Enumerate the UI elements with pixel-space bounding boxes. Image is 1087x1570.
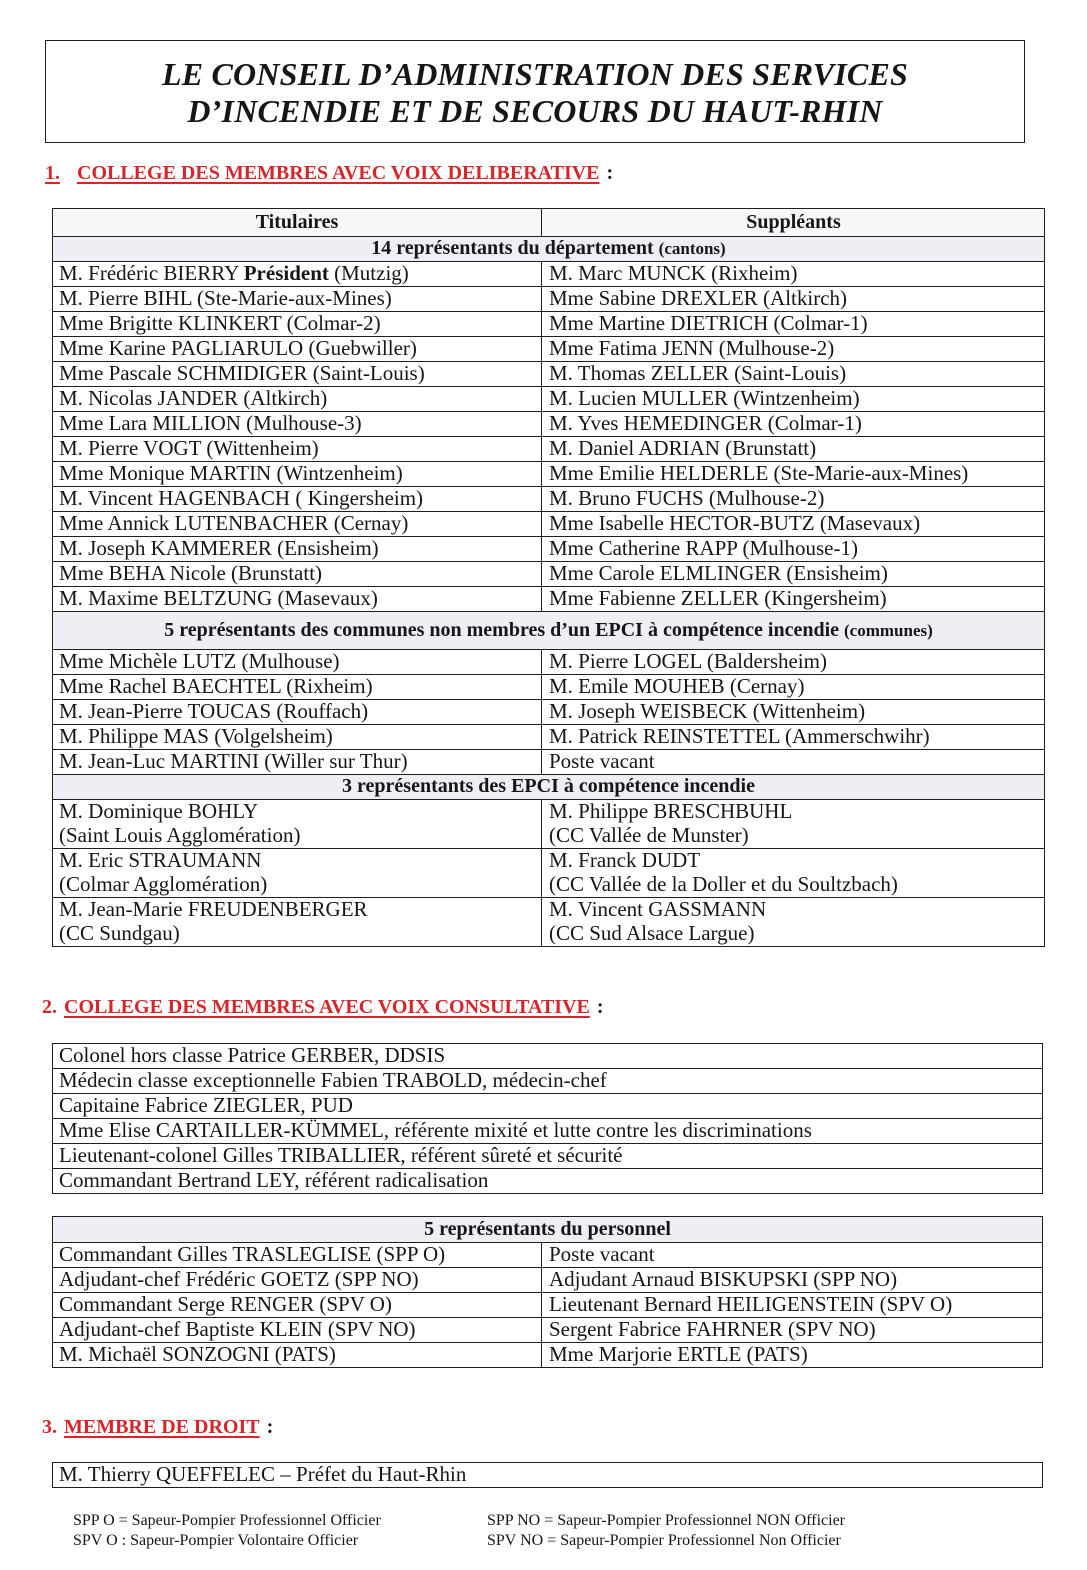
table-row [53, 437, 1044, 462]
titulaire-cell: M. Jean-Pierre TOUCAS (Rouffach) [53, 700, 542, 724]
group-title-text: 3 représentants des EPCI à compétence incendie [342, 775, 755, 797]
table-row [53, 312, 1044, 337]
titulaire-cell: Adjudant-chef Frédéric GOETZ (SPP NO) [53, 1268, 542, 1292]
titulaire-cell: Mme Brigitte KLINKERT (Colmar-2) [53, 312, 542, 336]
section-2-number: 2. [42, 996, 57, 1018]
personnel-title-row [53, 1217, 1042, 1243]
member-name: M. Franck DUDT [549, 849, 701, 872]
column-header-titulaires: Titulaires [53, 209, 542, 236]
suppleant-cell: Mme Martine DIETRICH (Colmar-1) [549, 312, 868, 335]
section-1-title: COLLEGE DES MEMBRES AVEC VOIX DELIBERATIVE [77, 162, 600, 184]
titulaire-cell [53, 849, 542, 897]
member-affiliation: (Colmar Agglomération) [59, 871, 268, 896]
table-row [53, 537, 1044, 562]
member-cell: Mme Elise CARTAILLER-KÜMMEL, référente mixité et lutte contre les discriminations [59, 1119, 812, 1142]
suppleant-cell: M. Pierre LOGEL (Baldersheim) [549, 650, 827, 673]
ex-officio-member-table [52, 1462, 1043, 1488]
suppleant-cell: M. Bruno FUCHS (Mulhouse-2) [549, 487, 825, 510]
legend-spv-o: SPV O : Sapeur-Pompier Volontaire Officier [73, 1532, 359, 1549]
table-row [53, 700, 1044, 725]
section-1-colon: : [606, 162, 614, 184]
member-name: M. Vincent GASSMANN [549, 898, 767, 921]
personnel-representatives-table [52, 1216, 1043, 1368]
member-cell: Capitaine Fabrice ZIEGLER, PUD [59, 1094, 353, 1117]
member-cell: Colonel hors classe Patrice GERBER, DDSIS [59, 1044, 446, 1067]
legend-spv-no: SPV NO = Sapeur-Pompier Professionnel Non Officier [487, 1532, 841, 1549]
suppleant-cell: Poste vacant [549, 750, 655, 773]
table-row [53, 849, 1044, 898]
table-row [53, 1318, 1042, 1343]
suppleant-cell: M. Patrick REINSTETTEL (Ammerschwihr) [549, 725, 930, 748]
suppleant-cell: Mme Sabine DREXLER (Altkirch) [549, 287, 848, 310]
suppleant-cell: M. Thomas ZELLER (Saint-Louis) [549, 362, 847, 385]
titulaire-cell: M. Nicolas JANDER (Altkirch) [53, 387, 542, 411]
suppleant-cell [542, 849, 1044, 897]
group-title-text: 5 représentants des communes non membres d’un EPCI à compétence incendie [164, 619, 840, 641]
column-header-suppleants: Suppléants [746, 211, 841, 233]
suppleant-cell: Sergent Fabrice FAHRNER (SPV NO) [549, 1318, 876, 1341]
titulaire-cell: Mme Karine PAGLIARULO (Guebwiller) [53, 337, 542, 361]
titulaire-cell: Commandant Gilles TRASLEGLISE (SPP O) [53, 1243, 542, 1267]
group-title [53, 775, 1044, 799]
suppleant-cell: Mme Catherine RAPP (Mulhouse-1) [549, 537, 858, 560]
member-name: M. Frédéric BIERRY [59, 262, 239, 285]
suppleant-cell: Mme Marjorie ERTLE (PATS) [549, 1343, 808, 1366]
suppleant-cell: Mme Fatima JENN (Mulhouse-2) [549, 337, 835, 360]
ex-officio-member-cell: M. Thierry QUEFFELEC – Préfet du Haut-Rhin [59, 1463, 467, 1486]
section-1-number: 1. [45, 162, 60, 184]
table-row [53, 287, 1044, 312]
suppleant-cell: M. Yves HEMEDINGER (Colmar-1) [549, 412, 862, 435]
consultative-member-row [53, 1044, 1042, 1069]
deliberative-members-table [52, 208, 1045, 947]
suppleant-cell: Mme Carole ELMLINGER (Ensisheim) [549, 562, 888, 585]
table-row [53, 387, 1044, 412]
section-2-title: COLLEGE DES MEMBRES AVEC VOIX CONSULTATIVE [64, 996, 590, 1018]
titulaire-cell: Commandant Serge RENGER (SPV O) [53, 1293, 542, 1317]
group-title-row-2 [53, 612, 1044, 650]
member-role: Président [243, 262, 329, 285]
table-row [53, 512, 1044, 537]
table-row [53, 1268, 1042, 1293]
titulaire-cell: M. Pierre VOGT (Wittenheim) [53, 437, 542, 461]
titulaire-cell: M. Pierre BIHL (Ste-Marie-aux-Mines) [53, 287, 542, 311]
document-title-line-1: LE CONSEIL D’ADMINISTRATION DES SERVICES [161, 56, 908, 92]
suppleant-cell: Adjudant Arnaud BISKUPSKI (SPP NO) [549, 1268, 898, 1291]
suppleant-cell: Lieutenant Bernard HEILIGENSTEIN (SPV O) [549, 1293, 953, 1316]
personnel-title: 5 représentants du personnel [424, 1218, 671, 1240]
member-canton: (Mutzig) [334, 262, 409, 285]
titulaire-cell: Mme Monique MARTIN (Wintzenheim) [53, 462, 542, 486]
titulaire-cell: M. Philippe MAS (Volgelsheim) [53, 725, 542, 749]
section-3-number: 3. [42, 1416, 57, 1438]
member-cell: Médecin classe exceptionnelle Fabien TRABOLD, médecin-chef [59, 1069, 607, 1092]
consultative-member-row [53, 1094, 1042, 1119]
table-row [53, 1343, 1042, 1368]
member-name: M. Jean-Marie FREUDENBERGER [59, 898, 368, 921]
table-row [53, 362, 1044, 387]
suppleant-cell: Mme Emilie HELDERLE (Ste-Marie-aux-Mines) [549, 462, 969, 485]
section-3-title: MEMBRE DE DROIT [64, 1416, 260, 1438]
table-row [53, 750, 1044, 775]
section-3-colon: : [266, 1416, 274, 1438]
section-2-colon: : [596, 996, 604, 1018]
member-affiliation: (CC Sundgau) [59, 920, 180, 945]
titulaire-cell: Mme Annick LUTENBACHER (Cernay) [53, 512, 542, 536]
suppleant-cell [542, 898, 1044, 946]
legend-spp-o: SPP O = Sapeur-Pompier Professionnel Officier [73, 1512, 381, 1529]
suppleant-cell: M. Marc MUNCK (Rixheim) [549, 262, 798, 285]
suppleant-cell: M. Emile MOUHEB (Cernay) [549, 675, 805, 698]
suppleant-cell: Poste vacant [549, 1243, 655, 1266]
titulaire-cell: M. Jean-Luc MARTINI (Willer sur Thur) [53, 750, 542, 774]
consultative-member-row [53, 1069, 1042, 1094]
table-row [53, 675, 1044, 700]
table-row [53, 1293, 1042, 1318]
suppleant-cell: Mme Fabienne ZELLER (Kingersheim) [549, 587, 887, 610]
titulaire-cell: M. Maxime BELTZUNG (Masevaux) [53, 587, 542, 611]
member-cell: Lieutenant-colonel Gilles TRIBALLIER, référent sûreté et sécurité [59, 1144, 623, 1167]
titulaire-cell [53, 898, 542, 946]
consultative-member-row [53, 1144, 1042, 1169]
ex-officio-member-row [53, 1463, 1042, 1488]
group-title-row-1 [53, 237, 1044, 262]
section-2-heading [42, 996, 604, 1018]
suppleant-cell: Mme Isabelle HECTOR-BUTZ (Masevaux) [549, 512, 921, 535]
titulaire-cell [53, 262, 542, 286]
titulaire-cell: Mme Rachel BAECHTEL (Rixheim) [53, 675, 542, 699]
document-title-box [45, 40, 1025, 143]
suppleant-cell: M. Lucien MULLER (Wintzenheim) [549, 387, 860, 410]
suppleant-cell: M. Joseph WEISBECK (Wittenheim) [549, 700, 866, 723]
titulaire-cell: M. Joseph KAMMERER (Ensisheim) [53, 537, 542, 561]
table-row [53, 800, 1044, 849]
table-row [53, 462, 1044, 487]
document-title-line-2: D’INCENDIE ET DE SECOURS DU HAUT-RHIN [187, 93, 883, 129]
group-title-row-3 [53, 775, 1044, 800]
consultative-member-row [53, 1169, 1042, 1194]
suppleant-cell: M. Daniel ADRIAN (Brunstatt) [549, 437, 817, 460]
table-row [53, 650, 1044, 675]
group-qualifier: (communes) [844, 621, 933, 640]
group-title [53, 237, 1044, 261]
titulaire-cell: Adjudant-chef Baptiste KLEIN (SPV NO) [53, 1318, 542, 1342]
member-name: M. Dominique BOHLY [59, 800, 259, 823]
consultative-member-row [53, 1119, 1042, 1144]
consultative-members-table [52, 1043, 1043, 1194]
section-3-heading [42, 1416, 273, 1438]
suppleant-cell [542, 800, 1044, 848]
member-affiliation: (CC Sud Alsace Largue) [549, 920, 755, 945]
member-name: M. Eric STRAUMANN [59, 849, 262, 872]
table-row [53, 587, 1044, 612]
table-row [53, 487, 1044, 512]
titulaire-cell: M. Vincent HAGENBACH ( Kingersheim) [53, 487, 542, 511]
member-affiliation: (CC Vallée de la Doller et du Soultzbach) [549, 871, 898, 896]
member-affiliation: (Saint Louis Agglomération) [59, 822, 301, 847]
titulaire-cell: Mme Pascale SCHMIDIGER (Saint-Louis) [53, 362, 542, 386]
legend-spp-no: SPP NO = Sapeur-Pompier Professionnel NON Officier [487, 1512, 845, 1529]
table-row [53, 1243, 1042, 1268]
table-row [53, 412, 1044, 437]
titulaire-cell [53, 800, 542, 848]
table-row [53, 725, 1044, 750]
group-title-text: 14 représentants du département [371, 237, 654, 259]
group-title [53, 612, 1044, 649]
section-1-heading [45, 162, 613, 184]
titulaire-cell: Mme Michèle LUTZ (Mulhouse) [53, 650, 542, 674]
table-row [53, 898, 1044, 947]
titulaire-cell: M. Michaël SONZOGNI (PATS) [53, 1343, 542, 1367]
table-row [53, 262, 1044, 287]
table-row [53, 562, 1044, 587]
member-affiliation: (CC Vallée de Munster) [549, 822, 749, 847]
group-qualifier: (cantons) [658, 239, 726, 258]
titulaire-cell: Mme BEHA Nicole (Brunstatt) [53, 562, 542, 586]
table-header-row [53, 209, 1044, 237]
table-row [53, 337, 1044, 362]
titulaire-cell: Mme Lara MILLION (Mulhouse-3) [53, 412, 542, 436]
member-cell: Commandant Bertrand LEY, référent radicalisation [59, 1169, 489, 1192]
member-name: M. Philippe BRESCHBUHL [549, 800, 793, 823]
